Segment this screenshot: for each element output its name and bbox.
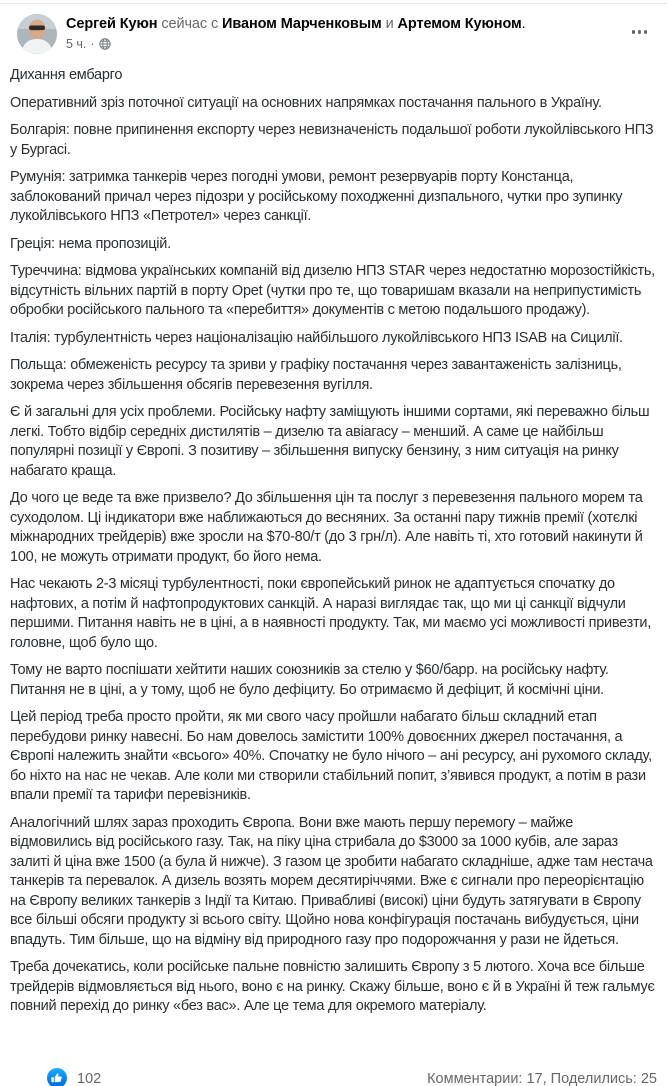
header-info — [66, 14, 526, 54]
ellipsis-icon — [644, 30, 648, 34]
ellipsis-icon — [638, 30, 642, 34]
post-paragraph: Є й загальні для усіх проблеми. Російську нафту заміщують іншими сортами, які переважно більш легкі. Тобто відбір середніх дистилятів – дизелю та авіагасу – менший. А саме це найбільш популярні позиції у Європі. З позитиву – збільшення випуску бензину, з ним ситуація на ринку набагато краща. — [10, 404, 650, 479]
post-paragraph: Греція: нема пропозицій. — [10, 235, 171, 252]
author-name[interactable]: Сергей Куюн — [66, 16, 158, 32]
byline-period: . — [521, 16, 526, 32]
reaction-count: 102 — [77, 1071, 102, 1086]
comments-shares-counts — [427, 1068, 657, 1086]
like-icon — [47, 1068, 67, 1086]
post-paragraph: Італія: турбулентність через націоналізацію найбільшого лукойлівського НПЗ ISAB на Сицилії. — [10, 329, 623, 346]
meta-separator: · — [90, 37, 95, 51]
post-paragraph: Румунія: затримка танкерів через погодні умови, ремонт резервуарів порту Констанца, заблокований причал через підозри у російському походженні дизпального, чутки про зупинку лукойлівського НПЗ «Петротел» через санкції. — [10, 169, 623, 224]
comments-count[interactable]: Комментарии: 17 — [427, 1071, 543, 1086]
shares-count[interactable]: Поделились: 25 — [550, 1071, 657, 1086]
post-paragraph: Треба дочекатись, коли російське пальне повністю залишить Європу з 5 лютого. Хоча все більше трейдерів відмовляється від нього, воно є на ринку. Скажу більше, воно є й в Україні й теж гальмує повний перехід до ринку «без вас». Але це тема для окремого матеріалу. — [10, 959, 655, 1014]
post-paragraph: До чого це веде та вже призвело? До збільшення цін та послуг з перевезення пального морем та суходолом. Ці індикатори вже наближаються до весняних. За останні пару тижнів премії (хотєлкі міжнародних трейдерів) вже зросли на $70-80/т (до 3 грн/л). Але навіть ті, хто готовий накинути й 100, не можуть отримати продукт, бо його нема. — [10, 490, 643, 565]
post-paragraph: Цей період треба просто пройти, як ми свого часу пройшли набагато більш складний етап перебудови ринку навесні. Бо нам довелось замістити 100% довоєнних джерел постачання, а Європі належить знайти «всього» 40%. Спочатку не було нічого – ані ресурсу, ані рухомого складу, бо ніхто на нас не чекав. Але коли ми створили стабільний попит, з’явився продукт, а потім в рази впали премії та тарифи перевізників. — [10, 709, 652, 803]
reactions-summary[interactable] — [47, 1068, 101, 1086]
post-paragraph: Нас чекають 2-3 місяці турбулентності, поки європейський ринок не адаптується спочатку до нафтових, а потім й нафтопродуктових санкцій. А наразі виглядає так, що ми ці санкції відчули першими. Питання навіть не в ціні, а в наявності продукту. Так, ми маємо усі можливості привезти, головне, щоб було що. — [10, 576, 652, 651]
ellipsis-icon — [632, 30, 636, 34]
counts-separator: , — [542, 1071, 547, 1086]
tagged-person-2[interactable]: Артемом Куюном — [397, 16, 522, 32]
engagement-bar — [0, 1066, 667, 1086]
post-paragraph: Оперативний зріз поточної ситуації на основних напрямках постачання пального в Україну. — [10, 94, 602, 111]
more-options-button[interactable] — [628, 24, 652, 40]
byline-connector: сейчас с — [161, 16, 219, 32]
byline-and: и — [385, 16, 394, 32]
post-header — [0, 4, 667, 54]
avatar[interactable] — [17, 14, 57, 54]
post-text — [0, 54, 667, 1017]
post-paragraph: Польща: обмеженість ресурсу та зриви у графіку постачання через завантаженість залізниць, зокрема через збільшення обсягів перевезення вугілля. — [10, 357, 622, 393]
globe-icon — [99, 38, 111, 50]
profile-photo-icon — [17, 14, 57, 54]
post-paragraph: Дихання ембарго — [10, 67, 123, 83]
tagged-person-1[interactable]: Иваном Марченковым — [222, 16, 382, 32]
post-paragraph: Болгарія: повне припинення експорту через невизначеність подальшої роботи лукойлівського НПЗ у Бургасі. — [10, 122, 654, 158]
post-paragraph: Аналогічний шлях зараз проходить Європа. Вони вже мають першу перемогу – майже відмовились від російського газу. Так, на піку ціна стрибала до $3000 за 1000 кубів, але зараз залиті й ціна вже 1500 (а була й нижче). З газом це зробити набагато складніше, адже там нестача танкерів та перевалок. А дизель возять морем десятиріччями. Вже є сигнали про переорієнтацію на Європу великих танкерів з Індії та Китаю. Привабливі (високі) ціни будуть затягувати в Європу все більші обсяги продукту зі всього світу. Щойно нова конфігурація постачань вибудується, ціни впадуть. Тим більше, що на відміну від природного газу про подорожчання у рази не йдеться. — [10, 814, 653, 948]
post-meta — [66, 37, 526, 51]
post-byline — [66, 15, 526, 34]
timestamp[interactable]: 5 ч. — [66, 37, 87, 51]
post-paragraph: Тому не варто поспішати хейтити наших союзників за стелю у $60/барр. на російську нафту. Питання не в ціні, а у тому, щоб не було дефіциту. Бо отримаємо й дефіцит, й космічні ціни. — [10, 662, 609, 698]
post-paragraph: Туреччина: відмова українських компаній від дизелю НПЗ STAR через недостатню морозостійкість, відсутність вільних партій в порту Opet (чутки про те, що товаришам вказали на неприпустимість обробки російського пального та «перебиття» документів с метою подальшого продажу). — [10, 263, 655, 318]
